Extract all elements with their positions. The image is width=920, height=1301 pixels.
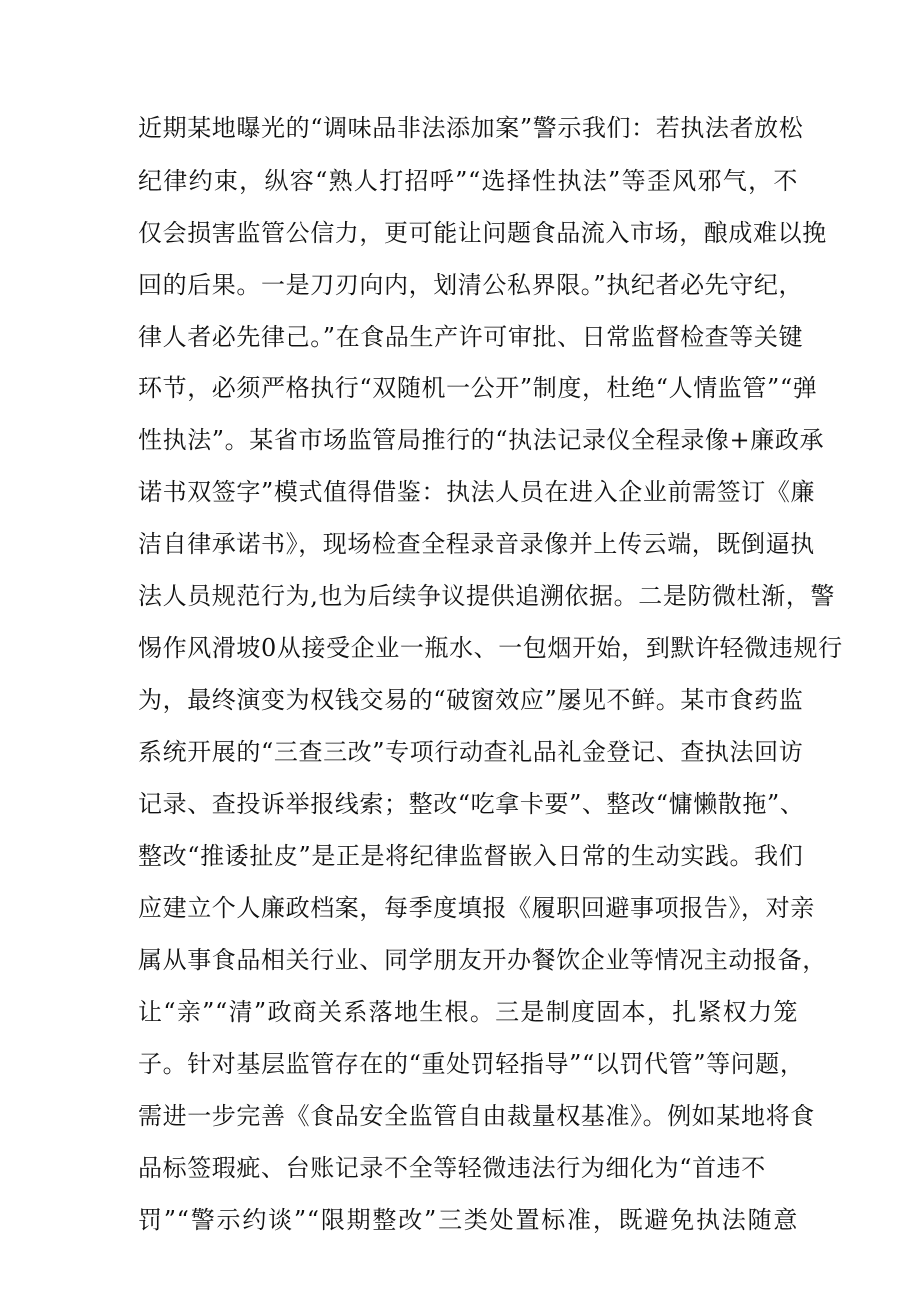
text-line: 罚”“警示约谈”“限期整改”三类处置标准，既避免执法随意 xyxy=(138,1206,798,1234)
text-line: 系统开展的“三查三改”专项行动查礼品礼金登记、查执法回访 xyxy=(138,738,804,766)
text-line: 记录、查投诉举报线索；整改“吃拿卡要”、整改“慵懒散拖”、 xyxy=(138,790,805,818)
text-line: 惕作风滑坡0从接受企业一瓶水、一包烟开始，到默许轻微违规行 xyxy=(138,634,843,662)
text-line: 法人员规范行为,也为后续争议提供追溯依据。二是防微杜渐，警 xyxy=(138,582,836,610)
text-line: 律人者必先律己。”在食品生产许可审批、日常监督检查等关键 xyxy=(138,323,804,351)
text-line: 仅会损害监管公信力，更可能让问题食品流入市场，酿成难以挽 xyxy=(138,219,827,247)
text-line: 品标签瑕疵、台账记录不全等轻微违法行为细化为“首违不 xyxy=(138,1154,766,1182)
text-line: 环节，必须严格执行“双随机一公开”制度，杜绝“人情监管”“弹 xyxy=(138,374,818,402)
text-line: 应建立个人廉政档案，每季度填报《履职回避事项报告》，对亲 xyxy=(138,894,815,922)
text-line: 回的后果。一是刀刃向内，划清公私界限。”执纪者必先守纪， xyxy=(138,271,804,299)
text-line: 近期某地曝光的“调味品非法添加案”警示我们：若执法者放松 xyxy=(138,114,804,142)
text-line: 为，最终演变为权钱交易的“破窗效应”屡见不鲜。某市食药监 xyxy=(138,686,804,714)
text-line: 整改“推诿扯皮”是正是将纪律监督嵌入日常的生动实践。我们 xyxy=(138,842,804,870)
text-line: 纪律约束，纵容“熟人打招呼”“选择性执法”等歪风邪气，不 xyxy=(138,167,798,195)
text-line: 让“亲”“清”政商关系落地生根。三是制度固本，扎紧权力笼 xyxy=(138,998,798,1026)
text-line: 子。针对基层监管存在的“重处罚轻指导”“以罚代管”等问题， xyxy=(138,1050,805,1078)
text-line: 需进一步完善《食品安全监管自由裁量权基准》。例如某地将食 xyxy=(138,1102,815,1130)
text-line: 性执法”。某省市场监管局推行的“执法记录仪全程录像+廉政承 xyxy=(138,426,825,454)
text-line: 属从事食品相关行业、同学朋友开办餐饮企业等情况主动报备， xyxy=(138,946,827,974)
text-line: 洁自律承诺书》，现场检查全程录音录像并上传云端，既倒逼执 xyxy=(138,530,815,558)
text-line: 诺书双签字”模式值得借鉴：执法人员在进入企业前需签订《廉 xyxy=(138,478,816,506)
